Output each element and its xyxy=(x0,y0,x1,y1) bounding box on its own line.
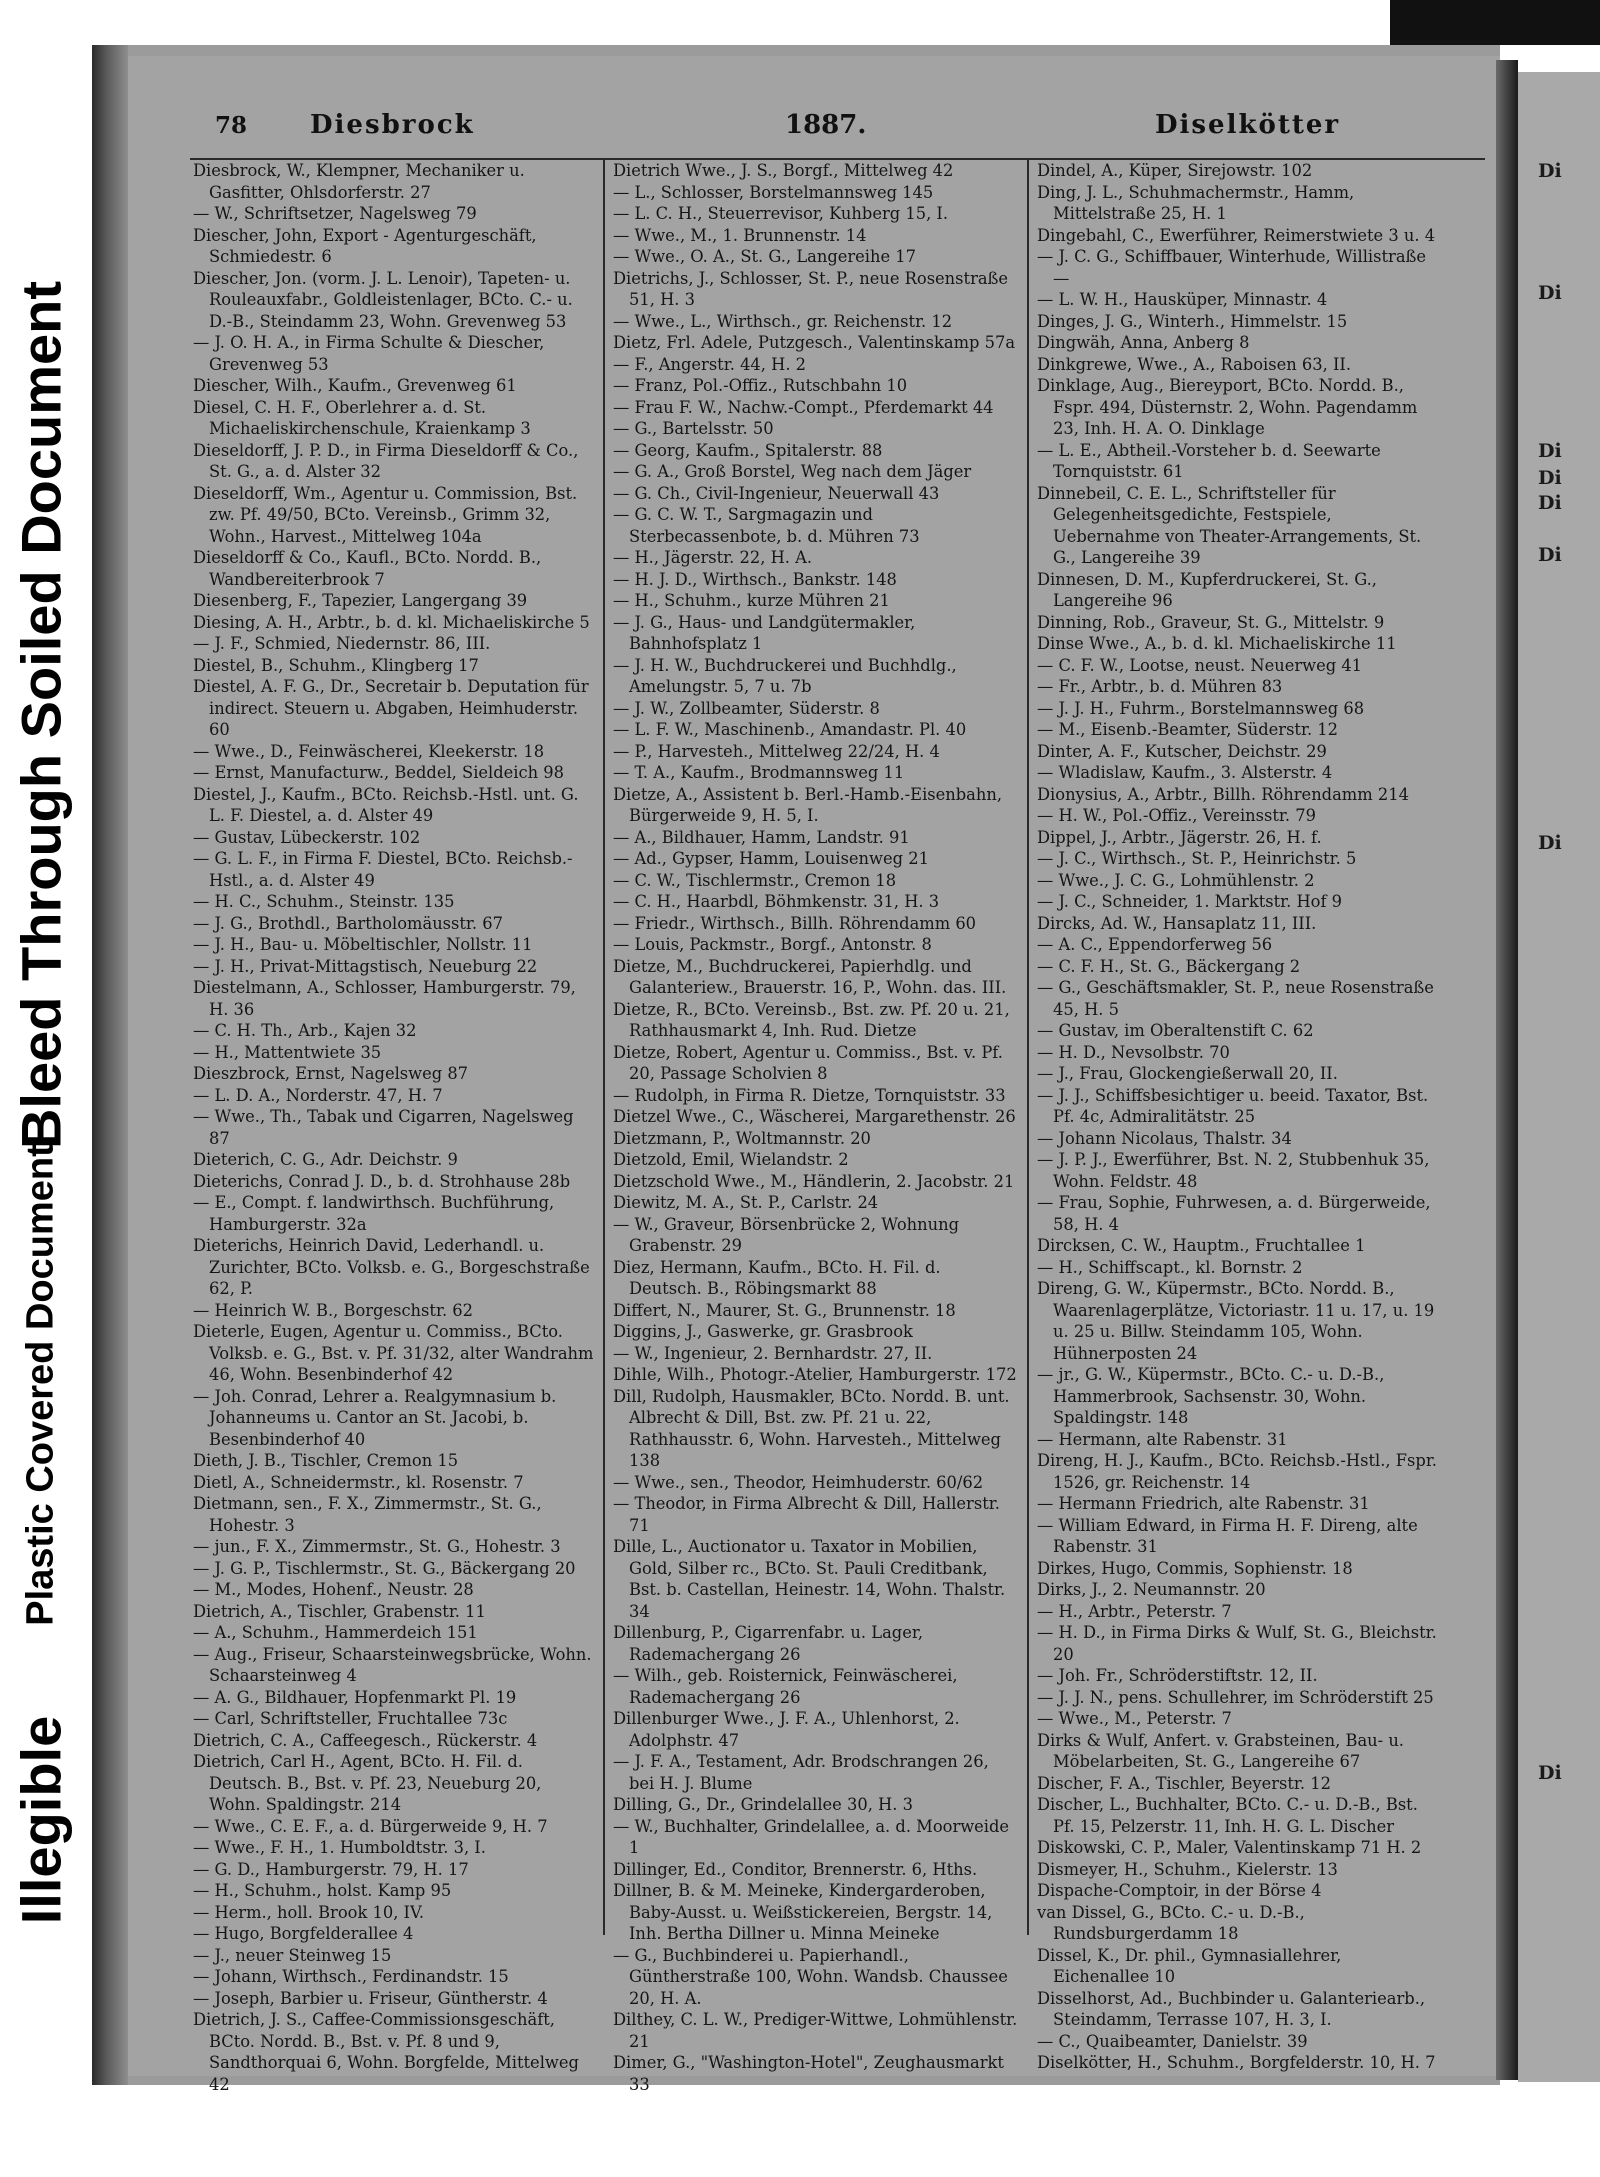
directory-entry: — J. F. A., Testament, Adr. Brodschrangen 26, bei H. J. Blume xyxy=(613,1752,989,1793)
directory-entry: Dieseldorff & Co., Kaufl., BCto. Nordd. B., Wandbereiterbrook 7 xyxy=(193,548,542,589)
directory-entry: — J. G. P., Tischlermstr., St. G., Bäckergang 20 xyxy=(193,1558,576,1578)
directory-entry: Dirkes, Hugo, Commis, Sophienstr. 18 xyxy=(1037,1558,1353,1578)
directory-entry: — G. C. W. T., Sargmagazin und Sterbecassenbote, b. d. Mühren 73 xyxy=(613,505,920,546)
directory-entry: Dirks, J., 2. Neumannstr. 20 xyxy=(1037,1580,1266,1599)
directory-entry: Dietzold, Emil, Wielandstr. 2 xyxy=(613,1150,849,1169)
directory-entry: Dieseldorff, Wm., Agentur u. Commission, Bst. zw. Pf. 49/50, BCto. Vereinsb., Grimm 32, Wohn., Harvest., Mittelweg 104a xyxy=(193,483,578,546)
directory-entry: Direng, G. W., Küpermstr., BCto. Nordd. B., Waarenlagerplätze, Victoriastr. 11 u. 17, u. 19 u. 25 u. Billw. Steindamm 105, Wohn. Hühnerposten 24 xyxy=(1037,1279,1435,1363)
directory-entry: Dircks, Ad. W., Hansaplatz 11, III. xyxy=(1037,913,1317,933)
directory-entry: Diez, Hermann, Kaufm., BCto. H. Fil. d. Deutsch. B., Röbingsmarkt 88 xyxy=(613,1257,941,1298)
directory-entry: — H., Mattentwiete 35 xyxy=(193,1042,382,1062)
directory-entry: — C. F. H., St. G., Bäckergang 2 xyxy=(1037,956,1301,976)
directory-entry: Differt, N., Maurer, St. G., Brunnenstr. 18 xyxy=(613,1300,956,1320)
next-page-fragment: Di xyxy=(1538,1762,1562,1784)
directory-entry: — W., Ingenieur, 2. Bernhardstr. 27, II. xyxy=(613,1343,933,1363)
directory-entry: — J. J. H., Fuhrm., Borstelmannsweg 68 xyxy=(1037,698,1365,718)
directory-entry: — G. A., Groß Borstel, Weg nach dem Jäger xyxy=(613,462,972,481)
directory-entry: — Wwe., F. H., 1. Humboldtstr. 3, I. xyxy=(193,1838,486,1857)
directory-entry: Dillenburger Wwe., J. F. A., Uhlenhorst, 2. Adolphstr. 47 xyxy=(613,1709,960,1750)
directory-entry: — G., Buchbinderei u. Papierhandl., Güntherstraße 100, Wohn. Wandsb. Chaussee 20, H. A. xyxy=(613,1945,1008,2008)
directory-entry: — L. W. H., Hausküper, Minnastr. 4 xyxy=(1037,290,1328,309)
directory-entry: — C. H. Th., Arb., Kajen 32 xyxy=(193,1021,417,1040)
directory-entry: — Gustav, Lübeckerstr. 102 xyxy=(193,827,421,847)
directory-entry: Dietrich Wwe., J. S., Borgf., Mittelweg 42 xyxy=(613,161,954,180)
directory-entry: Dippel, J., Arbtr., Jägerstr. 26, H. f. xyxy=(1037,827,1322,847)
directory-entry: Diestelmann, A., Schlosser, Hamburgerstr. 79, H. 36 xyxy=(193,978,576,1019)
directory-entry: Diselkötter, H., Schuhm., Borgfelderstr. 10, H. 7 xyxy=(1037,2053,1436,2072)
directory-entry: — E., Compt. f. landwirthsch. Buchführung, Hamburgerstr. 32a xyxy=(193,1193,555,1234)
directory-entry: Diesel, C. H. F., Oberlehrer a. d. St. Michaeliskirchenschule, Kraienkamp 3 xyxy=(193,397,531,438)
directory-entry: — G. D., Hamburgerstr. 79, H. 17 xyxy=(193,1859,469,1879)
directory-entry: Diestel, J., Kaufm., BCto. Reichsb.-Hstl. unt. G. L. F. Diestel, a. d. Alster 49 xyxy=(193,784,579,825)
directory-entry: Dinklage, Aug., Biereyport, BCto. Nordd. B., Fspr. 494, Düsternstr. 2, Wohn. Pagendamm 23, Inh. H. A. O. Dinklage xyxy=(1037,376,1418,438)
directory-entry: — J. H., Bau- u. Möbeltischler, Nollstr. 11 xyxy=(193,935,533,954)
directory-entry: Diggins, J., Gaswerke, gr. Grasbrook xyxy=(613,1322,913,1341)
directory-entry: Diewitz, M. A., St. P., Carlstr. 24 xyxy=(613,1193,879,1212)
directory-column-1 xyxy=(193,160,598,2094)
directory-entry: Dietz, Frl. Adele, Putzgesch., Valentinskamp 57a xyxy=(613,333,1016,352)
directory-entry: — H., Schuhm., holst. Kamp 95 xyxy=(193,1881,452,1900)
directory-column-3 xyxy=(1037,160,1442,2072)
directory-entry: — G. L. F., in Firma F. Diestel, BCto. Reichsb.-Hstl., a. d. Alster 49 xyxy=(193,849,573,890)
directory-entry: Dinse Wwe., A., b. d. kl. Michaeliskirche 11 xyxy=(1037,634,1397,653)
directory-entry: Dieterichs, Heinrich David, Lederhandl. u. Zurichter, BCto. Volksb. e. G., Borgeschstraße 62, P. xyxy=(193,1236,590,1298)
directory-entry: — W., Schriftsetzer, Nagelsweg 79 xyxy=(193,204,477,223)
directory-entry: Discher, F. A., Tischler, Beyerstr. 12 xyxy=(1037,1773,1331,1793)
next-page-fragment: Di xyxy=(1538,492,1562,514)
next-page-fragment: Di xyxy=(1538,467,1562,489)
directory-entry: — J., neuer Steinweg 15 xyxy=(193,1945,392,1965)
directory-entry: — Johann Nicolaus, Thalstr. 34 xyxy=(1037,1128,1292,1148)
directory-entry: — M., Modes, Hohenf., Neustr. 28 xyxy=(193,1580,474,1599)
directory-entry: — H. W., Pol.-Offiz., Vereinsstr. 79 xyxy=(1037,806,1316,825)
directory-entry: — W., Graveur, Börsenbrücke 2, Wohnung Grabenstr. 29 xyxy=(613,1214,960,1255)
directory-entry: — G., Bartelsstr. 50 xyxy=(613,419,774,438)
header-year: 1887. xyxy=(785,110,867,140)
scan-border xyxy=(1390,0,1600,45)
directory-entry: — Gustav, im Oberaltenstift C. 62 xyxy=(1037,1021,1314,1040)
directory-entry: — L. C. H., Steuerrevisor, Kuhberg 15, I. xyxy=(613,204,949,223)
directory-entry: Dietze, Robert, Agentur u. Commiss., Bst. v. Pf. 20, Passage Scholvien 8 xyxy=(613,1042,1003,1083)
directory-entry: Dietzel Wwe., C., Wäscherei, Margarethenstr. 26 xyxy=(613,1107,1016,1126)
directory-entry: Dietrich, A., Tischler, Grabenstr. 11 xyxy=(193,1601,486,1621)
directory-entry: — Wwe., D., Feinwäscherei, Kleekerstr. 18 xyxy=(193,741,545,761)
directory-entry: — C., Quaibeamter, Danielstr. 39 xyxy=(1037,2031,1308,2051)
page-edge-shadow xyxy=(92,45,128,2085)
directory-entry: — Wwe., J. C. G., Lohmühlenstr. 2 xyxy=(1037,870,1315,890)
next-page-fragment: Di xyxy=(1538,440,1562,462)
directory-entry: — Aug., Friseur, Schaarsteinwegsbrücke, Wohn. Schaarsteinweg 4 xyxy=(193,1644,592,1685)
directory-entry: — Wwe., O. A., St. G., Langereihe 17 xyxy=(613,247,917,266)
directory-entry: — J. F., Schmied, Niedernstr. 86, III. xyxy=(193,634,491,653)
directory-entry: — C. F. W., Lootse, neust. Neuerweg 41 xyxy=(1037,655,1363,675)
directory-column-2 xyxy=(613,160,1018,2094)
directory-entry: — Wwe., M., Peterstr. 7 xyxy=(1037,1709,1232,1728)
directory-entry: Diskowski, C. P., Maler, Valentinskamp 71 H. 2 xyxy=(1037,1838,1422,1857)
directory-entry: — J. J. N., pens. Schullehrer, im Schröderstift 25 xyxy=(1037,1687,1434,1707)
directory-entry: — Wladislaw, Kaufm., 3. Alsterstr. 4 xyxy=(1037,763,1333,782)
directory-entry: Dinkgrewe, Wwe., A., Raboisen 63, II. xyxy=(1037,354,1352,374)
directory-entry: — Joh. Fr., Schröderstiftstr. 12, II. xyxy=(1037,1666,1318,1685)
directory-entry: — G., Geschäftsmakler, St. P., neue Rosenstraße 45, H. 5 xyxy=(1037,978,1434,1019)
directory-entry: — Wwe., C. E. F., a. d. Bürgerweide 9, H. 7 xyxy=(193,1816,548,1836)
directory-entry: Dill, Rudolph, Hausmakler, BCto. Nordd. B. unt. Albrecht & Dill, Bst. zw. Pf. 21 u. 22, Rathhausstr. 6, Wohn. Harvesteh., Mittelweg 138 xyxy=(613,1386,1010,1470)
directory-entry: — Herm., holl. Brook 10, IV. xyxy=(193,1902,425,1922)
directory-entry: Diesing, A. H., Arbtr., b. d. kl. Michaeliskirche 5 xyxy=(193,612,590,632)
directory-entry: Dinnebeil, C. E. L., Schriftsteller für Gelegenheitsgedichte, Festspiele, Uebernahme von Theater-Arrangements, St. G., Langereihe 39 xyxy=(1037,483,1422,567)
directory-entry: — J. H., Privat-Mittagstisch, Neueburg 22 xyxy=(193,956,538,976)
directory-entry: Discher, L., Buchhalter, BCto. C.- u. D.-B., Bst. Pf. 15, Pelzerstr. 11, Inh. H. G. L. Discher xyxy=(1037,1795,1418,1836)
column-divider xyxy=(603,160,605,1935)
directory-entry: — L. D. A., Norderstr. 47, H. 7 xyxy=(193,1085,443,1105)
directory-entry: van Dissel, G., BCto. C.- u. D.-B., Rundsburgerdamm 18 xyxy=(1037,1902,1305,1943)
directory-entry: Disselhorst, Ad., Buchbinder u. Galanteriearb., Steindamm, Terrasse 107, H. 3, I. xyxy=(1037,1988,1426,2029)
label-bleed-through: Bleed Through Soiled Document xyxy=(9,280,73,1150)
directory-entry: Dispache-Comptoir, in der Börse 4 xyxy=(1037,1881,1322,1900)
label-illegible: Illegible xyxy=(9,1715,73,1925)
directory-entry: — J. C. G., Schiffbauer, Winterhude, Willistraße — xyxy=(1037,247,1427,288)
annotation-strip xyxy=(0,0,82,2177)
directory-entry: Dietrich, C. A., Caffeegesch., Rückerstr. 4 xyxy=(193,1730,538,1750)
page-number: 78 xyxy=(215,112,248,139)
directory-entry: — A. G., Bildhauer, Hopfenmarkt Pl. 19 xyxy=(193,1687,517,1707)
directory-entry: — T. A., Kaufm., Brodmannsweg 11 xyxy=(613,763,905,782)
directory-entry: Dietzmann, P., Woltmannstr. 20 xyxy=(613,1128,871,1148)
directory-entry: — G. Ch., Civil-Ingenieur, Neuerwall 43 xyxy=(613,483,940,503)
directory-entry: Dillenburg, P., Cigarrenfabr. u. Lager, Rademachergang 26 xyxy=(613,1623,923,1664)
directory-entry: Dismeyer, H., Schuhm., Kielerstr. 13 xyxy=(1037,1859,1338,1879)
directory-entry: — Carl, Schriftsteller, Fruchtallee 73c xyxy=(193,1709,508,1728)
directory-entry: — Wwe., L., Wirthsch., gr. Reichenstr. 12 xyxy=(613,311,953,331)
directory-entry: — A., Schuhm., Hammerdeich 151 xyxy=(193,1623,478,1642)
directory-entry: Dietrich, J. S., Caffee-Commissionsgeschäft, BCto. Nordd. B., Bst. v. Pf. 8 und 9, Sandthorquai 6, Wohn. Borgfelde, Mittelweg 42 xyxy=(193,2010,579,2094)
directory-entry: — Heinrich W. B., Borgeschstr. 62 xyxy=(193,1300,474,1320)
directory-entry: — J. G., Brothdl., Bartholomäusstr. 67 xyxy=(193,913,503,933)
directory-entry: — Friedr., Wirthsch., Billh. Röhrendamm 60 xyxy=(613,913,977,933)
directory-entry: — J. P. J., Ewerführer, Bst. N. 2, Stubbenhuk 35, Wohn. Feldstr. 48 xyxy=(1037,1150,1430,1191)
next-page-edge xyxy=(1518,72,1600,2082)
directory-entry: Diescher, John, Export - Agenturgeschäft, Schmiedestr. 6 xyxy=(193,225,537,266)
directory-entry: Dietrichs, J., Schlosser, St. P., neue Rosenstraße 51, H. 3 xyxy=(613,268,1009,309)
directory-entry: — jun., F. X., Zimmermstr., St. G., Hohestr. 3 xyxy=(193,1537,561,1556)
directory-entry: — H., Arbtr., Peterstr. 7 xyxy=(1037,1601,1232,1621)
directory-entry: — Franz, Pol.-Offiz., Rutschbahn 10 xyxy=(613,376,908,395)
book-gutter xyxy=(1496,60,1518,2080)
directory-entry: — Wwe., M., 1. Brunnenstr. 14 xyxy=(613,225,867,245)
directory-entry: Diescher, Jon. (vorm. J. L. Lenoir), Tapeten- u. Rouleauxfabr., Goldleistenlager, BCto. C.- u. D.-B., Steindamm 23, Wohn. Grevenweg 53 xyxy=(193,268,573,331)
directory-entry: — Theodor, in Firma Albrecht & Dill, Hallerstr. 71 xyxy=(613,1494,1000,1535)
directory-entry: — William Edward, in Firma H. F. Direng, alte Rabenstr. 31 xyxy=(1037,1515,1418,1556)
header-right-keyword: Diselkötter xyxy=(1155,110,1341,140)
directory-entry: Dillner, B. & M. Meineke, Kindergarderoben, Baby-Ausst. u. Weißstickereien, Bergstr. 14, Inh. Bertha Dillner u. Minna Meineke xyxy=(613,1881,993,1943)
directory-entry: — J. C., Schneider, 1. Marktstr. Hof 9 xyxy=(1037,892,1343,911)
directory-entry: Dingebahl, C., Ewerführer, Reimerstwiete 3 u. 4 xyxy=(1037,225,1436,245)
directory-entry: Dietze, M., Buchdruckerei, Papierhdlg. und Galanteriew., Brauerstr. 16, P., Wohn. das. III. xyxy=(613,956,1007,997)
directory-entry: — J. H. W., Buchdruckerei und Buchhdlg., Amelungstr. 5, 7 u. 7b xyxy=(613,655,957,696)
directory-entry: Dille, L., Auctionator u. Taxator in Mobilien, Gold, Silber rc., BCto. St. Pauli Creditbank, Bst. b. Castellan, Heinestr. 14, Wohn. Thalstr. 34 xyxy=(613,1537,1006,1621)
label-plastic-covered: Plastic Covered Document xyxy=(19,1144,62,1626)
directory-entry: — H. J. D., Wirthsch., Bankstr. 148 xyxy=(613,569,897,589)
directory-entry: — C. W., Tischlermstr., Cremon 18 xyxy=(613,870,897,890)
directory-entry: — M., Eisenb.-Beamter, Süderstr. 12 xyxy=(1037,720,1339,739)
next-page-fragment: Di xyxy=(1538,544,1562,566)
directory-entry: Dieseldorff, J. P. D., in Firma Dieseldorff & Co., St. G., a. d. Alster 32 xyxy=(193,440,579,481)
directory-entry: Dillinger, Ed., Conditor, Brennerstr. 6, Hths. xyxy=(613,1859,978,1879)
directory-entry: — J. W., Zollbeamter, Süderstr. 8 xyxy=(613,698,880,718)
directory-entry: — H. C., Schuhm., Steinstr. 135 xyxy=(193,892,455,911)
directory-entry: Diesbrock, W., Klempner, Mechaniker u. Gasfitter, Ohlsdorferstr. 27 xyxy=(193,161,525,202)
directory-entry: Dinges, J. G., Winterh., Himmelstr. 15 xyxy=(1037,311,1348,331)
directory-entry: — L., Schlosser, Borstelmannsweg 145 xyxy=(613,182,934,202)
directory-entry: Dietze, R., BCto. Vereinsb., Bst. zw. Pf. 20 u. 21, Rathhausmarkt 4, Inh. Rud. Dietze xyxy=(613,999,1010,1040)
directory-entry: — H., Schuhm., kurze Mühren 21 xyxy=(613,591,890,610)
directory-entry: Dietmann, sen., F. X., Zimmermstr., St. G., Hohestr. 3 xyxy=(193,1494,542,1535)
directory-entry: — L. E., Abtheil.-Vorsteher b. d. Seewarte Tornquiststr. 61 xyxy=(1037,440,1381,481)
directory-entry: — Frau F. W., Nachw.-Compt., Pferdemarkt 44 xyxy=(613,397,994,417)
next-page-fragment: Di xyxy=(1538,160,1562,182)
directory-entry: — F., Angerstr. 44, H. 2 xyxy=(613,354,807,374)
directory-entry: Diesenberg, F., Tapezier, Langergang 39 xyxy=(193,591,528,610)
directory-entry: — H. D., in Firma Dirks & Wulf, St. G., Bleichstr. 20 xyxy=(1037,1623,1437,1664)
directory-entry: — H., Schiffscapt., kl. Bornstr. 2 xyxy=(1037,1257,1303,1277)
directory-entry: Dirks & Wulf, Anfert. v. Grabsteinen, Bau- u. Möbelarbeiten, St. G., Langereihe 67 xyxy=(1037,1730,1404,1771)
directory-entry: Direng, H. J., Kaufm., BCto. Reichsb.-Hstl., Fspr. 1526, gr. Reichenstr. 14 xyxy=(1037,1451,1437,1492)
directory-entry: — Wilh., geb. Roisternick, Feinwäscherei, Rademachergang 26 xyxy=(613,1666,958,1707)
directory-entry: — Ernst, Manufacturw., Beddel, Sieldeich 98 xyxy=(193,763,565,782)
directory-entry: Dieterich, C. G., Adr. Deichstr. 9 xyxy=(193,1150,458,1169)
directory-entry: — J. O. H. A., in Firma Schulte & Diescher, Grevenweg 53 xyxy=(193,333,545,374)
directory-entry: — C. H., Haarbdl, Böhmkenstr. 31, H. 3 xyxy=(613,892,940,911)
directory-entry: — J. J., Schiffsbesichtiger u. beeid. Taxator, Bst. Pf. 4c, Admiralitätstr. 25 xyxy=(1037,1085,1429,1126)
directory-entry: Dinning, Rob., Graveur, St. G., Mittelstr. 9 xyxy=(1037,612,1385,632)
directory-entry: — Rudolph, in Firma R. Dietze, Tornquiststr. 33 xyxy=(613,1085,1006,1105)
directory-entry: — Ad., Gypser, Hamm, Louisenweg 21 xyxy=(613,849,929,868)
directory-entry: — A., Bildhauer, Hamm, Landstr. 91 xyxy=(613,827,910,847)
directory-entry: Dieszbrock, Ernst, Nagelsweg 87 xyxy=(193,1064,469,1083)
directory-entry: — Hermann Friedrich, alte Rabenstr. 31 xyxy=(1037,1494,1370,1513)
directory-entry: — P., Harvesteh., Mittelweg 22/24, H. 4 xyxy=(613,741,940,761)
directory-entry: — Johann, Wirthsch., Ferdinandstr. 15 xyxy=(193,1967,509,1986)
next-page-fragment: Di xyxy=(1538,832,1562,854)
directory-entry: — Louis, Packmstr., Borgf., Antonstr. 8 xyxy=(613,935,932,954)
directory-entry: — Wwe., Th., Tabak und Cigarren, Nagelsweg 87 xyxy=(193,1107,574,1148)
directory-entry: — Hermann, alte Rabenstr. 31 xyxy=(1037,1429,1288,1449)
directory-entry: — W., Buchhalter, Grindelallee, a. d. Moorweide 1 xyxy=(613,1816,1010,1857)
directory-entry: — J., Frau, Glockengießerwall 20, II. xyxy=(1037,1064,1338,1083)
directory-entry: Dindel, A., Küper, Sirejowstr. 102 xyxy=(1037,161,1313,180)
directory-entry: — Wwe., sen., Theodor, Heimhuderstr. 60/62 xyxy=(613,1472,984,1492)
directory-entry: Dilling, G., Dr., Grindelallee 30, H. 3 xyxy=(613,1795,913,1814)
directory-entry: Dietrich, Carl H., Agent, BCto. H. Fil. d. Deutsch. B., Bst. v. Pf. 23, Neueburg 20, Wohn. Spaldingstr. 214 xyxy=(193,1752,542,1814)
directory-entry: Dietzschold Wwe., M., Händlerin, 2. Jacobstr. 21 xyxy=(613,1171,1015,1191)
directory-entry: — Joseph, Barbier u. Friseur, Güntherstr. 4 xyxy=(193,1988,548,2008)
directory-entry: — H., Jägerstr. 22, H. A. xyxy=(613,548,813,567)
directory-entry: — J. C., Wirthsch., St. P., Heinrichstr. 5 xyxy=(1037,849,1357,868)
directory-entry: Dieterle, Eugen, Agentur u. Commiss., BCto. Volksb. e. G., Bst. v. Pf. 31/32, alter Wandrahm 46, Wohn. Besenbinderhof 42 xyxy=(193,1322,594,1384)
directory-entry: Dingwäh, Anna, Anberg 8 xyxy=(1037,333,1250,352)
directory-entry: — Joh. Conrad, Lehrer a. Realgymnasium b. Johanneums u. Cantor an St. Jacobi, b. Besenbinderhof 40 xyxy=(193,1386,557,1449)
directory-entry: — A. C., Eppendorferweg 56 xyxy=(1037,935,1273,954)
next-page-fragment: Di xyxy=(1538,282,1562,304)
directory-entry: — L. F. W., Maschinenb., Amandastr. Pl. 40 xyxy=(613,720,967,739)
directory-entry: Dieth, J. B., Tischler, Cremon 15 xyxy=(193,1451,459,1470)
directory-entry: Dimer, G., "Washington-Hotel", Zeughausmarkt 33 xyxy=(613,2053,1004,2094)
directory-entry: Diestel, A. F. G., Dr., Secretair b. Deputation für indirect. Steuern u. Abgaben, Heimhuderstr. 60 xyxy=(193,677,589,739)
directory-entry: Ding, J. L., Schuhmachermstr., Hamm, Mittelstraße 25, H. 1 xyxy=(1037,182,1355,223)
directory-entry: Dieterichs, Conrad J. D., b. d. Strohhause 28b xyxy=(193,1171,571,1191)
directory-entry: — Frau, Sophie, Fuhrwesen, a. d. Bürgerweide, 58, H. 4 xyxy=(1037,1193,1431,1234)
directory-entry: — J. G., Haus- und Landgütermakler, Bahnhofsplatz 1 xyxy=(613,612,916,653)
directory-entry: Diestel, B., Schuhm., Klingberg 17 xyxy=(193,655,479,675)
directory-entry: Dilthey, C. L. W., Prediger-Wittwe, Lohmühlenstr. 21 xyxy=(613,2010,1018,2051)
directory-entry: Dinnesen, D. M., Kupferdruckerei, St. G., Langereihe 96 xyxy=(1037,569,1377,610)
column-divider xyxy=(1027,160,1029,1935)
directory-entry: Dihle, Wilh., Photogr.-Atelier, Hamburgerstr. 172 xyxy=(613,1365,1017,1384)
directory-entry: — jr., G. W., Küpermstr., BCto. C.- u. D.-B., Hammerbrook, Sachsenstr. 30, Wohn. Spaldingstr. 148 xyxy=(1037,1365,1385,1427)
directory-entry: — Hugo, Borgfelderallee 4 xyxy=(193,1924,414,1943)
directory-entry: Dinter, A. F., Kutscher, Deichstr. 29 xyxy=(1037,741,1327,761)
directory-entry: — Fr., Arbtr., b. d. Mühren 83 xyxy=(1037,677,1283,696)
directory-entry: Dietl, A., Schneidermstr., kl. Rosenstr. 7 xyxy=(193,1472,524,1492)
directory-entry: Dissel, K., Dr. phil., Gymnasiallehrer, Eichenallee 10 xyxy=(1037,1945,1342,1986)
directory-entry: Dircksen, C. W., Hauptm., Fruchtallee 1 xyxy=(1037,1236,1366,1255)
directory-entry: — Georg, Kaufm., Spitalerstr. 88 xyxy=(613,440,883,460)
directory-entry: — H. D., Nevsolbstr. 70 xyxy=(1037,1042,1230,1062)
directory-entry: Dionysius, A., Arbtr., Billh. Röhrendamm 214 xyxy=(1037,784,1409,804)
directory-entry: Diescher, Wilh., Kaufm., Grevenweg 61 xyxy=(193,376,517,395)
directory-entry: Dietze, A., Assistent b. Berl.-Hamb.-Eisenbahn, Bürgerweide 9, H. 5, I. xyxy=(613,784,1003,825)
page-header xyxy=(140,112,1485,152)
header-left-keyword: Diesbrock xyxy=(310,110,475,140)
